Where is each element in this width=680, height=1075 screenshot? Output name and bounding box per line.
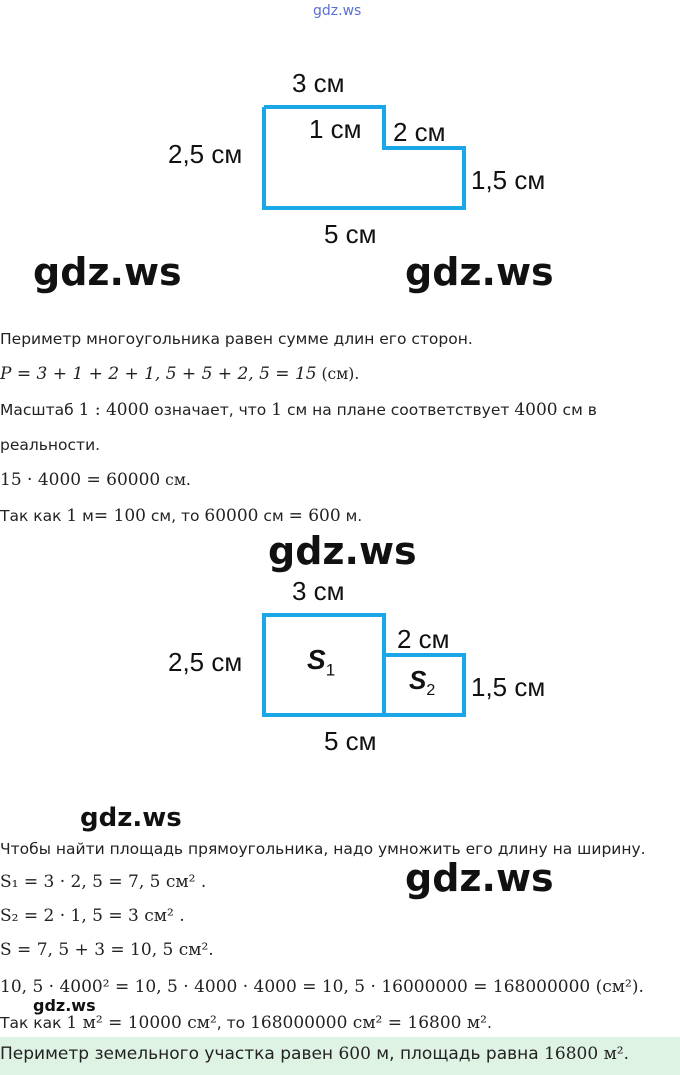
text-conv-d: см [258,507,289,525]
text-scale-one: 1 [271,400,283,420]
formula-real-perimeter-unit: см. [160,471,191,489]
fig1-top-label: 3 см [292,68,345,98]
text-conversion [0,506,362,526]
text-scale-d: см в [557,401,597,419]
fig1-bottom-label: 5 см [324,219,377,249]
formula-s2: S₂ = 2 · 1, 5 = 3 см² . [0,906,185,926]
formula-perimeter-unit: (см). [316,365,360,383]
fig1-left-label: 2,5 см [168,139,243,169]
fig2-left-label: 2,5 см [168,647,243,677]
formula-real-perimeter [0,470,191,490]
text-scale [0,400,597,420]
fig2-bottom-label: 5 см [324,726,377,756]
text-conv-m4: = 600 [288,506,341,526]
text-conv-m1: 1 [66,506,78,526]
s1-letter: S [307,644,326,675]
fig2-step-label: 2 см [397,624,450,654]
answer-perimeter: 600 [338,1044,371,1064]
fig2-right-label: 1,5 см [471,672,546,702]
text-conv-m3: 60000 [204,506,259,526]
fig2-s2-label [409,665,435,700]
fig1-step-label: 2 см [393,117,446,147]
fig2-s1-label [307,644,335,681]
text-area-conversion [0,1013,492,1033]
formula-s1: S₁ = 3 · 2, 5 = 7, 5 см² . [0,872,207,892]
text-area-conv-b: , то [216,1014,251,1032]
text-area-conv-m2: 168000000 см² = 16800 м² [250,1013,487,1033]
answer-b: м, площадь равна [370,1044,545,1064]
answer-text [0,1044,629,1064]
text-scale-ratio: 1 : 4000 [78,400,150,420]
fig1-inner-label: 1 см [309,114,362,144]
watermark: gdz.ws [405,856,554,900]
watermark: gdz.ws [405,250,554,294]
text-area-conv-a: Так как [0,1014,67,1032]
text-reality: реальности. [0,436,101,454]
text-conv-e: м. [340,507,363,525]
text-scale-c: см на плане соответствует [282,401,515,419]
formula-perimeter-math: P = 3 + 1 + 2 + 1, 5 + 5 + 2, 5 = 15 [0,364,317,384]
fig1-right-label: 1,5 см [471,165,546,195]
text-area-conv-c: . [486,1014,492,1032]
s2-letter: S [409,665,427,695]
text-conv-b: м [77,507,94,525]
watermark: gdz.ws [268,529,417,573]
answer-area: 16800 м² [544,1044,624,1064]
text-scale-b: означает, что [149,401,272,419]
text-perimeter-rule: Периметр многоугольника равен сумме длин его сторон. [0,330,473,348]
formula-s-total: S = 7, 5 + 3 = 10, 5 см². [0,940,214,960]
formula-real-perimeter-math: 15 · 4000 = 60000 [0,470,161,490]
text-area-rule: Чтобы найти площадь прямоугольника, надо умножить его длину на ширину. [0,840,646,858]
fig2-top-label: 3 см [292,576,345,606]
formula-perimeter [0,364,359,384]
watermark-top[interactable]: gdz.ws [313,3,362,19]
text-conv-a: Так как [0,507,67,525]
watermark: gdz.ws [33,250,182,294]
text-area-conv-m1: 1 м² = 10000 см² [66,1013,217,1033]
watermark: gdz.ws [80,803,182,833]
text-conv-c: см, то [145,507,205,525]
s1-subscript: 1 [325,660,336,680]
text-scale-4000: 4000 [514,400,558,420]
text-scale-a: Масштаб [0,401,79,419]
answer-c: . [623,1044,630,1064]
watermark: gdz.ws [33,996,96,1015]
s2-subscript: 2 [426,682,436,700]
formula-real-area: 10, 5 · 4000² = 10, 5 · 4000 · 4000 = 10, 5 · 16000000 = 168000000 (см²). [0,977,644,997]
answer-a: Периметр земельного участка равен [0,1044,339,1064]
text-conv-m2: = 100 [93,506,146,526]
